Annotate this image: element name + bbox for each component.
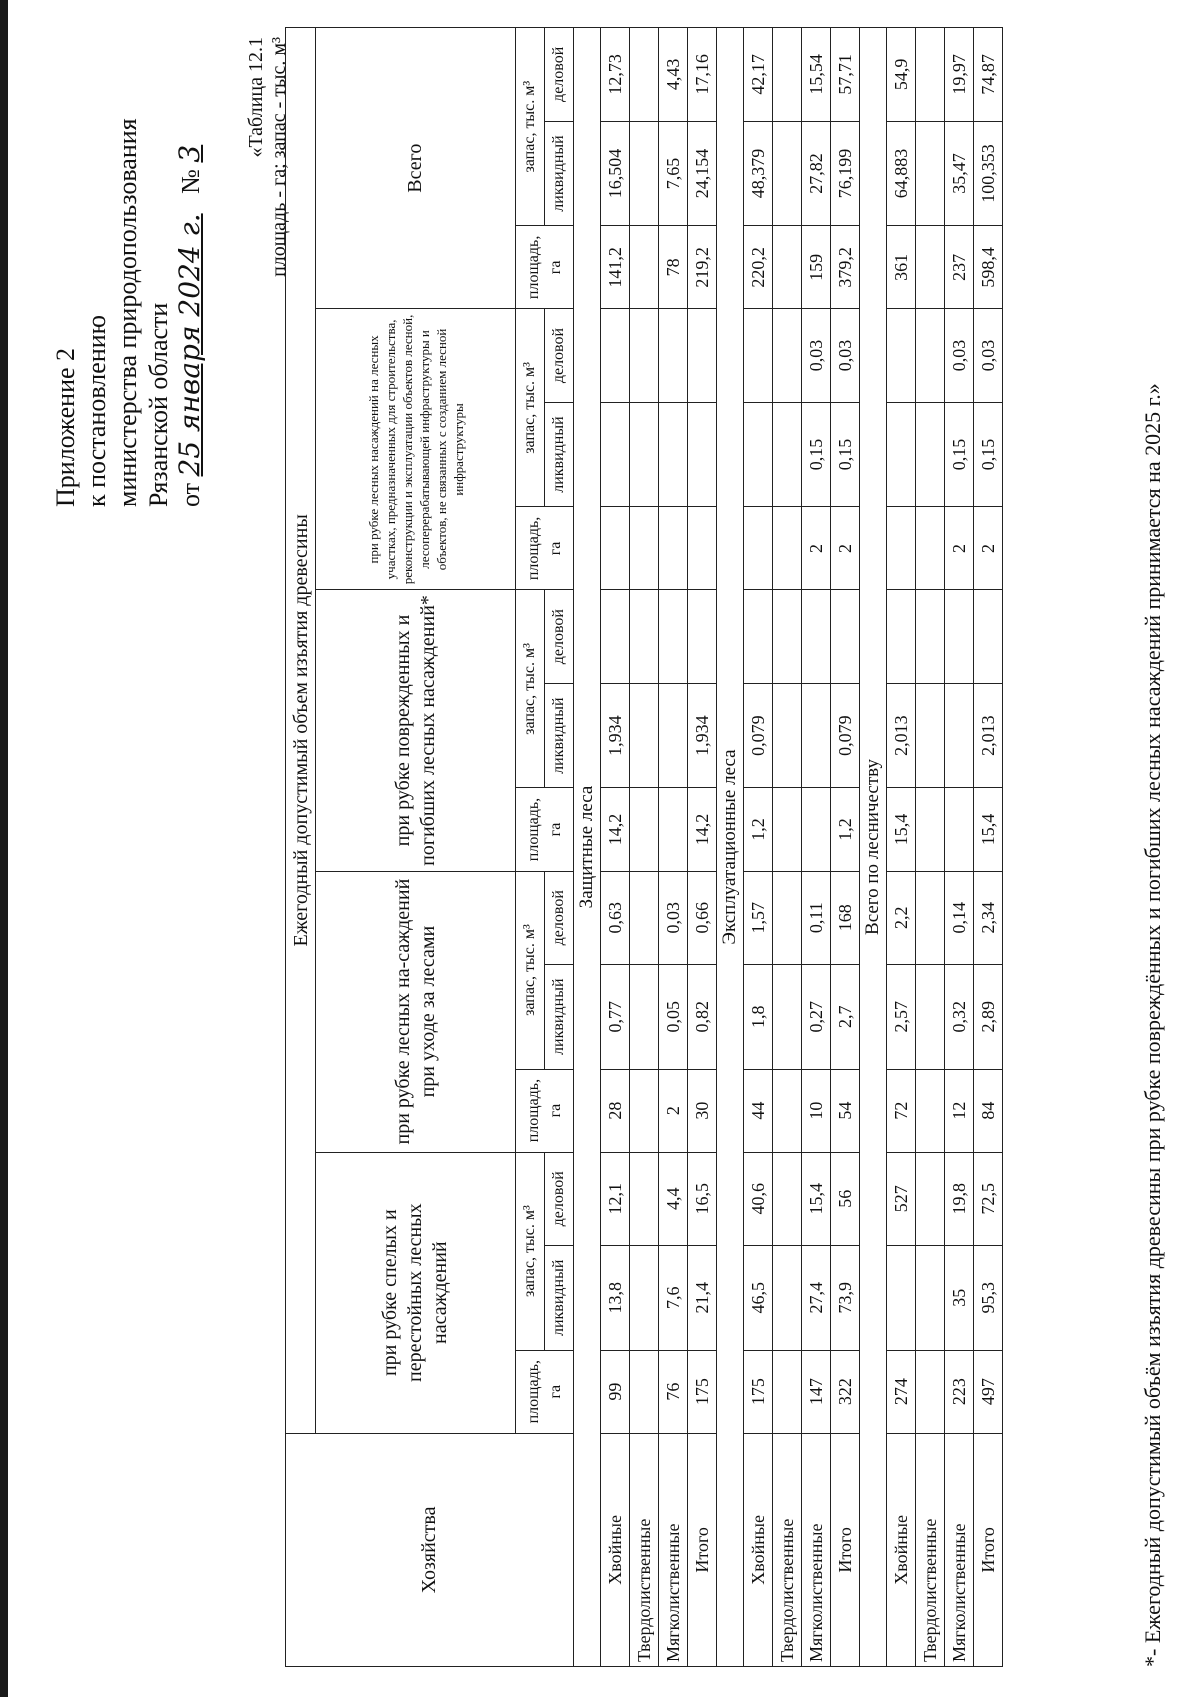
table-cell: 223: [945, 1350, 974, 1433]
row-name: Мягколиственные: [659, 1433, 688, 1666]
table-cell: [802, 788, 831, 871]
table-cell: 2: [659, 1069, 688, 1152]
table-cell: [773, 226, 802, 309]
table-cell: 78: [659, 226, 688, 309]
table-cell: 15,54: [802, 28, 831, 122]
table-cell: [773, 1152, 802, 1245]
table-cell: 0,15: [945, 402, 974, 507]
table-cell: [659, 590, 688, 683]
table-cell: [601, 507, 630, 590]
table-cell: [659, 309, 688, 402]
table-cell: 14,2: [688, 788, 717, 871]
col-liquid: ликвидный: [545, 1245, 574, 1350]
table-cell: 0,77: [601, 964, 630, 1069]
table-row: [916, 28, 945, 1667]
col-area-label: площадь,: [524, 235, 542, 300]
timber-volume-table: [285, 27, 1003, 1667]
table-cell: 159: [802, 226, 831, 309]
header-line-3: министерства природопользования: [113, 118, 142, 507]
table-cell: 74,87: [974, 28, 1003, 122]
col-group-header: Ежегодный допустимый объем изъятия древесины: [286, 28, 316, 1434]
table-cell: 2,7: [831, 964, 860, 1069]
table-cell: 322: [831, 1350, 860, 1433]
table-cell: [659, 683, 688, 788]
table-cell: [916, 590, 945, 683]
row-name: Хвойные: [601, 1433, 630, 1666]
table-cell: 14,2: [601, 788, 630, 871]
table-cell: [916, 226, 945, 309]
table-cell: 2: [974, 507, 1003, 590]
section-title: Защитные леса: [574, 28, 601, 1667]
table-cell: [630, 309, 659, 402]
table-cell: 0,82: [688, 964, 717, 1069]
row-name: Мягколиственные: [802, 1433, 831, 1666]
table-cell: 168: [831, 871, 860, 964]
col-stock: запас, тыс. м³: [516, 28, 545, 226]
table-cell: 0,03: [831, 309, 860, 402]
section-row: [717, 28, 744, 1667]
table-cell: 0,15: [831, 402, 860, 507]
table-cell: 2: [802, 507, 831, 590]
table-cell: [887, 1245, 916, 1350]
table-cell: 2,89: [974, 964, 1003, 1069]
table-cell: [916, 121, 945, 226]
table-cell: 84: [974, 1069, 1003, 1152]
table-cell: [688, 309, 717, 402]
table-cell: [630, 1152, 659, 1245]
table-cell: [601, 402, 630, 507]
table-cell: [630, 871, 659, 964]
table-cell: 175: [744, 1350, 773, 1433]
table-cell: [630, 1350, 659, 1433]
table-cell: 15,4: [887, 788, 916, 871]
col-area-unit: га: [546, 541, 564, 556]
table-cell: [630, 507, 659, 590]
table-cell: [802, 590, 831, 683]
table-cell: 1,2: [831, 788, 860, 871]
col-business: деловой: [545, 590, 574, 683]
footnote: *- Ежегодный допустимый объём изъятия древесины при рубке повреждённых и погибших лесных насаждений принимается на 2025 г.»: [1140, 383, 1165, 1667]
row-name: Твердолиственные: [916, 1433, 945, 1666]
col-area-unit: га: [546, 260, 564, 275]
date-prefix: от: [176, 482, 205, 507]
row-name: Мягколиственные: [945, 1433, 974, 1666]
section-row: [860, 28, 887, 1667]
table-cell: [945, 590, 974, 683]
table-cell: 73,9: [831, 1245, 860, 1350]
table-cell: 64,883: [887, 121, 916, 226]
table-cell: [630, 964, 659, 1069]
table-cell: [773, 871, 802, 964]
col-area-unit: га: [546, 1103, 564, 1118]
table-row: [630, 28, 659, 1667]
table-cell: [659, 788, 688, 871]
table-cell: 99: [601, 1350, 630, 1433]
section-title: Эксплуатационные леса: [717, 28, 744, 1667]
col-liquid: ликвидный: [545, 964, 574, 1069]
table-cell: [630, 788, 659, 871]
table-cell: [744, 309, 773, 402]
table-cell: [688, 402, 717, 507]
col-stock: запас, тыс. м³: [516, 1152, 545, 1350]
table-row: [601, 28, 630, 1667]
table-row: [802, 28, 831, 1667]
table-cell: 100,353: [974, 121, 1003, 226]
table-cell: 1,934: [601, 683, 630, 788]
table-cell: [916, 507, 945, 590]
table-cell: 27,82: [802, 121, 831, 226]
col-area: [516, 1350, 574, 1433]
table-cell: [802, 683, 831, 788]
table-cell: [916, 788, 945, 871]
col-business: деловой: [545, 871, 574, 964]
table-cell: 95,3: [974, 1245, 1003, 1350]
col-area: [516, 1069, 574, 1152]
col-business: деловой: [545, 309, 574, 402]
table-cell: [688, 507, 717, 590]
table-cell: 175: [688, 1350, 717, 1433]
table-title: «Таблица 12.1: [245, 37, 267, 158]
col-mature-felling: при рубке спелых и перестойных лесных насаждений: [316, 1152, 516, 1433]
table-cell: 237: [945, 226, 974, 309]
table-cell: 0,03: [974, 309, 1003, 402]
col-area-label: площадь,: [524, 1078, 542, 1143]
table-cell: 2,57: [887, 964, 916, 1069]
table-cell: 219,2: [688, 226, 717, 309]
table-cell: 0,03: [802, 309, 831, 402]
table-cell: 0,03: [659, 871, 688, 964]
table-cell: 0,14: [945, 871, 974, 964]
table-cell: 15,4: [974, 788, 1003, 871]
table-cell: [773, 309, 802, 402]
table-cell: 72,5: [974, 1152, 1003, 1245]
row-name: Твердолиственные: [630, 1433, 659, 1666]
col-area-label: площадь,: [524, 797, 542, 862]
table-cell: 35,47: [945, 121, 974, 226]
table-cell: 274: [887, 1350, 916, 1433]
table-row: [659, 28, 688, 1667]
table-cell: [659, 402, 688, 507]
table-cell: 0,11: [802, 871, 831, 964]
table-cell: 10: [802, 1069, 831, 1152]
col-damaged-felling: при рубке поврежденных и погибших лесных насаждений*: [316, 590, 516, 871]
col-care-felling: при рубке лесных на-саждений при уходе за лесами: [316, 871, 516, 1152]
table-cell: 19,97: [945, 28, 974, 122]
table-cell: 76: [659, 1350, 688, 1433]
table-cell: [630, 590, 659, 683]
table-cell: [887, 402, 916, 507]
table-cell: [887, 507, 916, 590]
table-cell: 0,03: [945, 309, 974, 402]
col-business: деловой: [545, 1152, 574, 1245]
col-area: [516, 507, 574, 590]
col-liquid: ликвидный: [545, 121, 574, 226]
table-cell: [630, 1069, 659, 1152]
table-cell: [945, 788, 974, 871]
table-cell: 527: [887, 1152, 916, 1245]
table-cell: [916, 28, 945, 122]
table-cell: 72: [887, 1069, 916, 1152]
table-cell: 12,1: [601, 1152, 630, 1245]
table-cell: 12: [945, 1069, 974, 1152]
table-cell: [887, 590, 916, 683]
table-cell: 141,2: [601, 226, 630, 309]
table-cell: 35: [945, 1245, 974, 1350]
table-cell: 44: [744, 1069, 773, 1152]
table-cell: [601, 590, 630, 683]
col-area: [516, 788, 574, 871]
header-line-4: Рязанской области: [144, 302, 173, 507]
table-row: [945, 28, 974, 1667]
table-cell: [773, 1350, 802, 1433]
col-business: деловой: [545, 28, 574, 122]
table-cell: 4,43: [659, 28, 688, 122]
table-cell: [773, 402, 802, 507]
table-cell: 42,17: [744, 28, 773, 122]
table-cell: [630, 402, 659, 507]
table-cell: [773, 1245, 802, 1350]
table-cell: 2,013: [887, 683, 916, 788]
table-cell: 27,4: [802, 1245, 831, 1350]
table-cell: [630, 1245, 659, 1350]
table-cell: 2: [831, 507, 860, 590]
table-cell: 0,66: [688, 871, 717, 964]
table-cell: 7,65: [659, 121, 688, 226]
table-cell: 15,4: [802, 1152, 831, 1245]
table-cell: [916, 1350, 945, 1433]
col-farms: Хозяйства: [286, 1433, 574, 1666]
table-row: [831, 28, 860, 1667]
table-body: [574, 28, 1003, 1667]
col-area-unit: га: [546, 1384, 564, 1399]
table-cell: 46,5: [744, 1245, 773, 1350]
table-cell: [744, 402, 773, 507]
table-cell: [831, 590, 860, 683]
col-stock: запас, тыс. м³: [516, 590, 545, 788]
table-cell: [916, 871, 945, 964]
table-row: [773, 28, 802, 1667]
table-cell: 1,57: [744, 871, 773, 964]
table-cell: 0,079: [831, 683, 860, 788]
table-cell: 0,27: [802, 964, 831, 1069]
table-row: [688, 28, 717, 1667]
col-liquid: ликвидный: [545, 402, 574, 507]
table-row: [974, 28, 1003, 1667]
table-cell: [916, 1152, 945, 1245]
col-total: Всего: [316, 28, 516, 309]
table-cell: 48,379: [744, 121, 773, 226]
number-label: №: [176, 169, 205, 194]
handwritten-date: 25 января 2024 г.: [173, 213, 206, 477]
table-cell: 57,71: [831, 28, 860, 122]
table-cell: [773, 590, 802, 683]
table-cell: [630, 121, 659, 226]
table-cell: 361: [887, 226, 916, 309]
col-area-label: площадь,: [524, 516, 542, 581]
table-cell: [773, 1069, 802, 1152]
table-cell: 16,5: [688, 1152, 717, 1245]
table-cell: 2,34: [974, 871, 1003, 964]
header-date-line: [174, 27, 206, 507]
table-cell: 2,2: [887, 871, 916, 964]
header-line-1: Приложение 2: [51, 347, 80, 507]
table-cell: 0,079: [744, 683, 773, 788]
table-cell: [916, 1245, 945, 1350]
table-cell: 40,6: [744, 1152, 773, 1245]
col-area: [516, 226, 574, 309]
table-cell: [659, 507, 688, 590]
table-cell: 16,504: [601, 121, 630, 226]
table-cell: [744, 507, 773, 590]
table-row: [744, 28, 773, 1667]
table-cell: [916, 309, 945, 402]
table-cell: 30: [688, 1069, 717, 1152]
section-row: [574, 28, 601, 1667]
table-cell: [945, 683, 974, 788]
table-cell: [773, 683, 802, 788]
table-cell: [916, 402, 945, 507]
table-cell: [630, 226, 659, 309]
section-title: Всего по лесничеству: [860, 28, 887, 1667]
row-name: Итого: [831, 1433, 860, 1666]
table-cell: [688, 590, 717, 683]
table-cell: [773, 507, 802, 590]
table-cell: 598,4: [974, 226, 1003, 309]
table-cell: 4,4: [659, 1152, 688, 1245]
table-row: [887, 28, 916, 1667]
table-cell: [630, 28, 659, 122]
table-cell: 76,199: [831, 121, 860, 226]
row-name: Итого: [688, 1433, 717, 1666]
table-cell: 12,73: [601, 28, 630, 122]
table-cell: [773, 964, 802, 1069]
table-cell: 17,16: [688, 28, 717, 122]
table-cell: 2,013: [974, 683, 1003, 788]
units-note: площадь - га; запас - тыс. м³: [268, 37, 290, 277]
table-cell: 0,32: [945, 964, 974, 1069]
header-line-2: к постановлению: [82, 314, 111, 507]
table-cell: 1,934: [688, 683, 717, 788]
row-name: Хвойные: [744, 1433, 773, 1666]
table-cell: 379,2: [831, 226, 860, 309]
row-name: Твердолиственные: [773, 1433, 802, 1666]
table-cell: 2: [945, 507, 974, 590]
table-cell: 0,05: [659, 964, 688, 1069]
row-name: Хвойные: [887, 1433, 916, 1666]
table-cell: 56: [831, 1152, 860, 1245]
table-cell: 0,15: [974, 402, 1003, 507]
table-cell: 1,8: [744, 964, 773, 1069]
col-stock: запас, тыс. м³: [516, 309, 545, 507]
table-cell: 7,6: [659, 1245, 688, 1350]
table-cell: [630, 683, 659, 788]
table-cell: [773, 788, 802, 871]
table-cell: 0,63: [601, 871, 630, 964]
col-area-label: площадь,: [524, 1359, 542, 1424]
table-cell: 13,8: [601, 1245, 630, 1350]
table-cell: [773, 28, 802, 122]
table-cell: [773, 121, 802, 226]
table-cell: [916, 964, 945, 1069]
table-cell: [916, 683, 945, 788]
appendix-header: [50, 27, 206, 507]
table-cell: [974, 590, 1003, 683]
table-cell: 19,8: [945, 1152, 974, 1245]
handwritten-number: 3: [173, 144, 206, 163]
table-cell: 0,15: [802, 402, 831, 507]
table-cell: 21,4: [688, 1245, 717, 1350]
table-cell: 54: [831, 1069, 860, 1152]
table-cell: 24,154: [688, 121, 717, 226]
table-cell: 147: [802, 1350, 831, 1433]
col-liquid: ликвидный: [545, 683, 574, 788]
table-cell: 1,2: [744, 788, 773, 871]
table-cell: 28: [601, 1069, 630, 1152]
table-cell: 220,2: [744, 226, 773, 309]
col-stock: запас, тыс. м³: [516, 871, 545, 1069]
table-cell: [601, 309, 630, 402]
row-name: Итого: [974, 1433, 1003, 1666]
table-cell: 497: [974, 1350, 1003, 1433]
table-cell: 54,9: [887, 28, 916, 122]
col-construction-felling: при рубке лесных насаждений на лесных участках, предназначенных для строительства, реконструкции и эксплуатации объектов лесной, лесоперерабатывающей инфраструктуры и объектов, не связанных с созданием лесной инфраструктуры: [316, 309, 516, 590]
table-cell: [887, 309, 916, 402]
table-cell: [744, 590, 773, 683]
table-cell: [916, 1069, 945, 1152]
col-area-unit: га: [546, 822, 564, 837]
